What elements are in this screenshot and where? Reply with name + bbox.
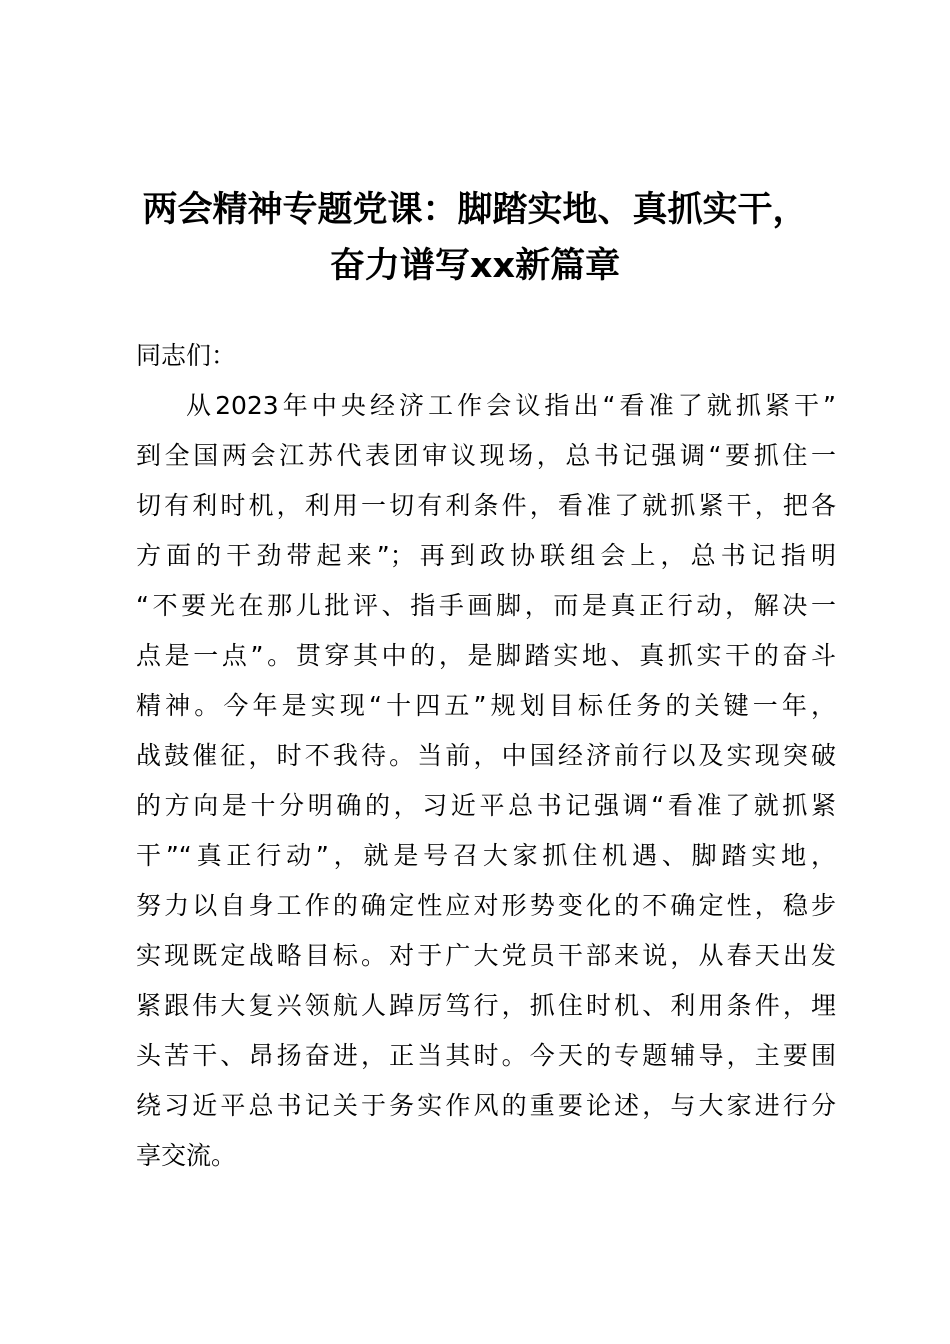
paragraph-line: 干”“真正行动”，就是号召大家抓住机遇、脚踏实地， — [136, 841, 836, 870]
paragraph-line: 的方向是十分明确的，习近平总书记强调“看准了就抓紧 — [136, 791, 836, 820]
paragraph-line: 方面的干劲带起来”；再到政协联组会上，总书记指明 — [136, 541, 836, 570]
paragraph-line: 点是一点”。贯穿其中的，是脚踏实地、真抓实干的奋斗 — [136, 641, 836, 670]
paragraph-line: 切有利时机，利用一切有利条件，看准了就抓紧干，把各 — [136, 491, 836, 520]
paragraph-line: 战鼓催征，时不我待。当前，中国经济前行以及实现突破 — [136, 741, 836, 770]
paragraph-line: 实现既定战略目标。对于广大党员干部来说，从春天出发 — [136, 941, 836, 970]
salutation: 同志们： — [136, 341, 237, 370]
document-title — [100, 182, 850, 294]
paragraph-line: 精神。今年是实现“十四五”规划目标任务的关键一年， — [136, 691, 836, 720]
title-line-2: 奋力谱写xx新篇章 — [329, 246, 621, 286]
body-paragraph — [136, 381, 836, 1181]
paragraph-line: 努力以自身工作的确定性应对形势变化的不确定性，稳步 — [136, 891, 836, 920]
paragraph-line: 头苦干、昂扬奋进，正当其时。今天的专题辅导，主要围 — [136, 1041, 836, 1070]
paragraph-line: 享交流。 — [136, 1141, 237, 1170]
paragraph-line: 紧跟伟大复兴领航人踔厉笃行，抓住时机、利用条件，埋 — [136, 991, 836, 1020]
title-line-1: 两会精神专题党课：脚踏实地、真抓实干， — [142, 190, 808, 230]
paragraph-line: 绕习近平总书记关于务实作风的重要论述，与大家进行分 — [136, 1091, 836, 1120]
paragraph-line: 从2023年中央经济工作会议指出“看准了就抓紧干” — [186, 391, 836, 420]
paragraph-line: 到全国两会江苏代表团审议现场，总书记强调“要抓住一 — [136, 441, 836, 470]
paragraph-line: “不要光在那儿批评、指手画脚，而是真正行动，解决一 — [136, 591, 836, 620]
